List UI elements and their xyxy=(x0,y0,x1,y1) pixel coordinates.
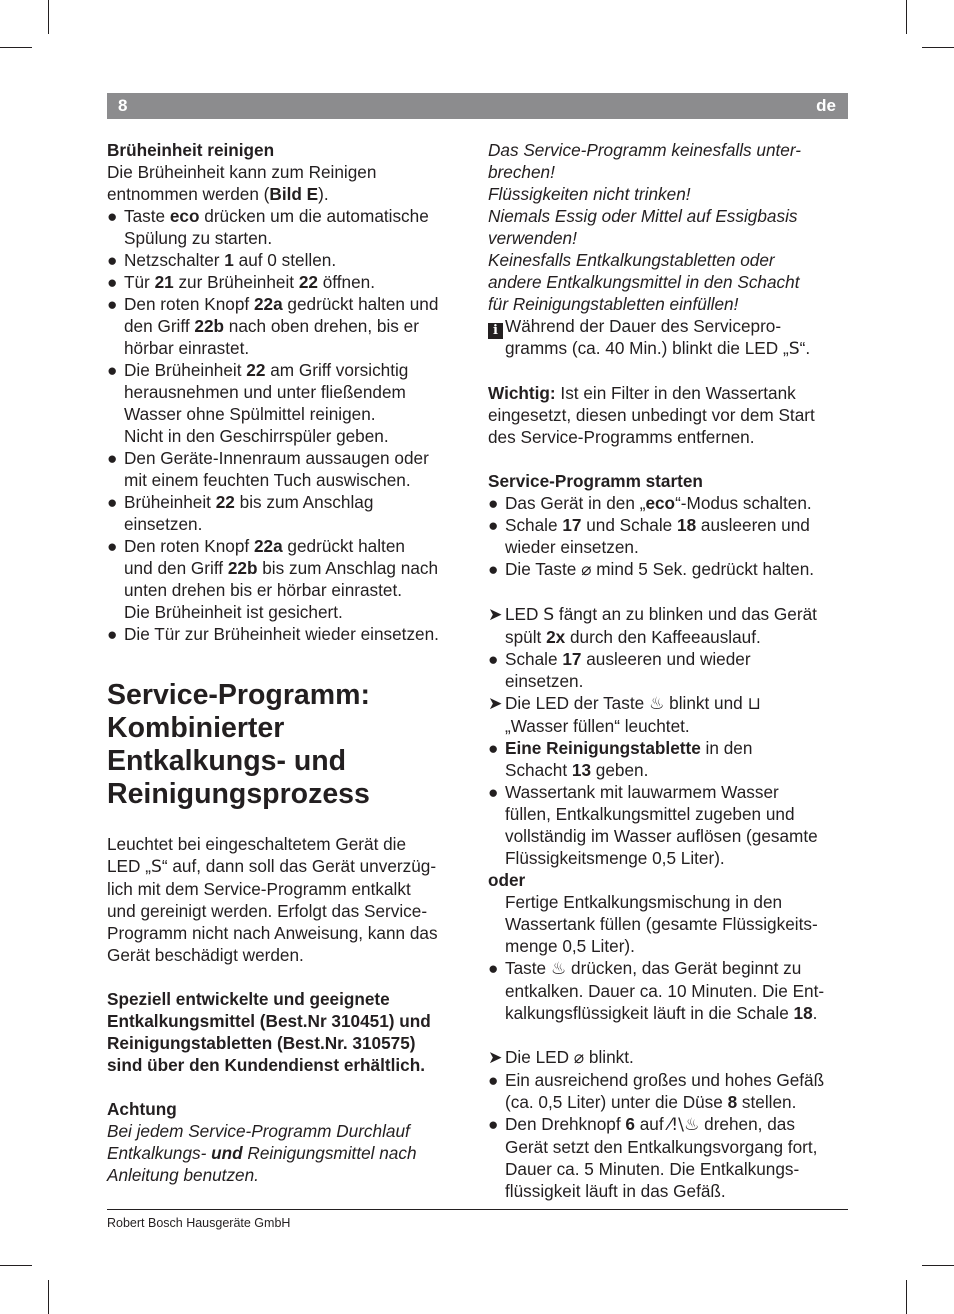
page-header-bar xyxy=(107,93,848,119)
list-item: ● Ein ausreichend großes und hohes Gefäß (ca. 0,5 Liter) unter die Düse 8 stellen. xyxy=(488,1070,825,1112)
warning-text: Das Service-Programm keinesfalls unter- brechen! Flüssigkeiten nicht trinken! Niemals Essig oder Mittel auf Essigbasis verwenden! Keinesfalls Entkalkungstabletten oder andere Entkalkungsmittel in den Schacht für Reinigungstabletten einfüllen! xyxy=(488,140,801,314)
arrow-icon: ➤ xyxy=(488,1047,503,1067)
knob-position-icon: ⁄!\♨ xyxy=(668,1115,700,1135)
section-title: Brüheinheit reinigen xyxy=(107,140,275,160)
intro-paragraph: Leuchtet bei eingeschaltetem Gerät die LED „S“ auf, dann soll das Gerät unverzüg- lich mit dem Service-Programm entkalkt und gereinigt werden. Erfolgt das Service- Programm nicht nach Anweisung, kann das Gerät beschädigt werden. xyxy=(107,834,438,965)
list-item: ● Das Gerät in den „eco“-Modus schalten. xyxy=(488,493,812,513)
bold-paragraph: Speziell entwickelte und geeignete Entkalkungsmittel (Best.Nr 310451) und Reinigungstabletten (Best.Nr. 310575) sind über den Kundendienst erhältlich. xyxy=(107,989,431,1075)
list-item: ● Tür 21 zur Brüheinheit 22 öffnen. xyxy=(107,272,375,292)
paragraph: Die Brüheinheit kann zum Reinigen xyxy=(107,162,377,182)
result-item: ➤ Die LED ⌀ blinkt. xyxy=(488,1047,634,1068)
list-item: ● Den roten Knopf 22a gedrückt halten und den Griff 22b nach oben drehen, bis er hörbar einrastet. xyxy=(107,294,439,358)
crop-mark xyxy=(48,1280,49,1314)
footer-divider xyxy=(107,1209,848,1210)
result-item: ➤ Die LED der Taste ♨ blinkt und ⊔ „Wasser füllen“ leuchtet. xyxy=(488,693,761,736)
main-heading: Service-Programm: Kombinierter Entkalkungs- und Reinigungsprozess xyxy=(107,679,370,810)
info-note: i Während der Dauer des Servicepro- gramms (ca. 40 Min.) blinkt die LED „S“. xyxy=(488,315,850,360)
right-column xyxy=(488,139,850,1202)
calc-clean-icon: ⌀ xyxy=(581,560,592,580)
warning-title: Achtung xyxy=(107,1099,177,1119)
service-led-icon: S xyxy=(543,605,555,625)
list-item: ● Taste eco drücken um die automatische Spülung zu starten. xyxy=(107,206,429,248)
list-item: ● Brüheinheit 22 bis zum Anschlag einsetzen. xyxy=(107,492,374,534)
list-item: ● Schale 17 und Schale 18 ausleeren und wieder einsetzen. xyxy=(488,515,810,557)
crop-mark xyxy=(906,1280,907,1314)
page-number: 8 xyxy=(118,96,128,115)
important-paragraph: Wichtig: Ist ein Filter in den Wassertank eingesetzt, diesen unbedingt vor dem Start des Service-Programms entfernen. xyxy=(488,383,815,447)
service-led-icon: S xyxy=(788,339,800,359)
water-tank-icon: ⊔ xyxy=(747,694,761,714)
result-item: ➤ LED S fängt an zu blinken und das Gerät spült 2x durch den Kaffeeauslauf. xyxy=(488,604,817,647)
paragraph: entnommen werden (Bild E). xyxy=(107,184,329,204)
list-item: ● Eine Reinigungstablette in den Schacht 13 geben. xyxy=(488,738,753,780)
crop-mark xyxy=(922,1265,954,1266)
language-code: de xyxy=(816,96,836,115)
list-item: ● Die Brüheinheit 22 am Griff vorsichtig herausnehmen und unter fließendem Wasser ohne Spülmittel reinigen. Nicht in den Geschirrspüler geben. xyxy=(107,360,409,446)
steam-icon: ♨ xyxy=(648,694,665,714)
crop-mark xyxy=(906,0,907,34)
crop-mark xyxy=(922,47,954,48)
steam-icon: ♨ xyxy=(550,959,567,979)
list-item: ● Den roten Knopf 22a gedrückt halten und den Griff 22b bis zum Anschlag nach unten drehen bis er hörbar einrastet. Die Brüheinheit ist gesichert. xyxy=(107,536,439,622)
arrow-icon: ➤ xyxy=(488,604,503,624)
list-item: ● Wassertank mit lauwarmem Wasser füllen, Entkalkungsmittel zugeben und vollständig im Wasser auflösen (gesamte Flüssigkeitsmenge 0,5 Liter). xyxy=(488,782,818,868)
calc-clean-icon: ⌀ xyxy=(573,1048,585,1068)
oder-label: oder xyxy=(488,870,526,890)
crop-mark xyxy=(48,0,49,34)
service-led-icon: S xyxy=(150,857,162,877)
list-item: ● Den Drehknopf 6 auf ⁄!\♨ drehen, das Gerät setzt den Entkalkungsvorgang fort, Dauer ca. 5 Minuten. Die Entkalkungs- flüssigkeit läuft in das Gefäß. xyxy=(488,1114,818,1201)
info-icon: i xyxy=(488,323,503,339)
crop-mark xyxy=(0,47,32,48)
footer-company: Robert Bosch Hausgeräte GmbH xyxy=(107,1216,291,1230)
list-item: ● Die Taste ⌀ mind 5 Sek. gedrückt halten. xyxy=(488,559,815,580)
warning-text: Bei jedem Service-Programm Durchlauf Entkalkungs- und Reinigungsmittel nach Anleitung benutzen. xyxy=(107,1121,417,1185)
left-column xyxy=(107,139,467,1186)
list-item: ● Netzschalter 1 auf 0 stellen. xyxy=(107,250,337,270)
list-item: ● Schale 17 ausleeren und wieder einsetzen. xyxy=(488,649,751,691)
list-item: ● Taste ♨ drücken, das Gerät beginnt zu entkalken. Dauer ca. 10 Minuten. Die Ent- kalkungsflüssigkeit läuft in die Schale 18. xyxy=(488,958,825,1023)
section-title: Service-Programm starten xyxy=(488,471,703,491)
paragraph: Fertige Entkalkungsmischung in den Wassertank füllen (gesamte Flüssigkeits- menge 0,5 Liter). xyxy=(505,892,818,956)
crop-mark xyxy=(0,1265,32,1266)
list-item: ● Die Tür zur Brüheinheit wieder einsetzen. xyxy=(107,624,439,644)
list-item: ● Den Geräte-Innenraum aussaugen oder mit einem feuchten Tuch auswischen. xyxy=(107,448,429,490)
arrow-icon: ➤ xyxy=(488,693,503,713)
